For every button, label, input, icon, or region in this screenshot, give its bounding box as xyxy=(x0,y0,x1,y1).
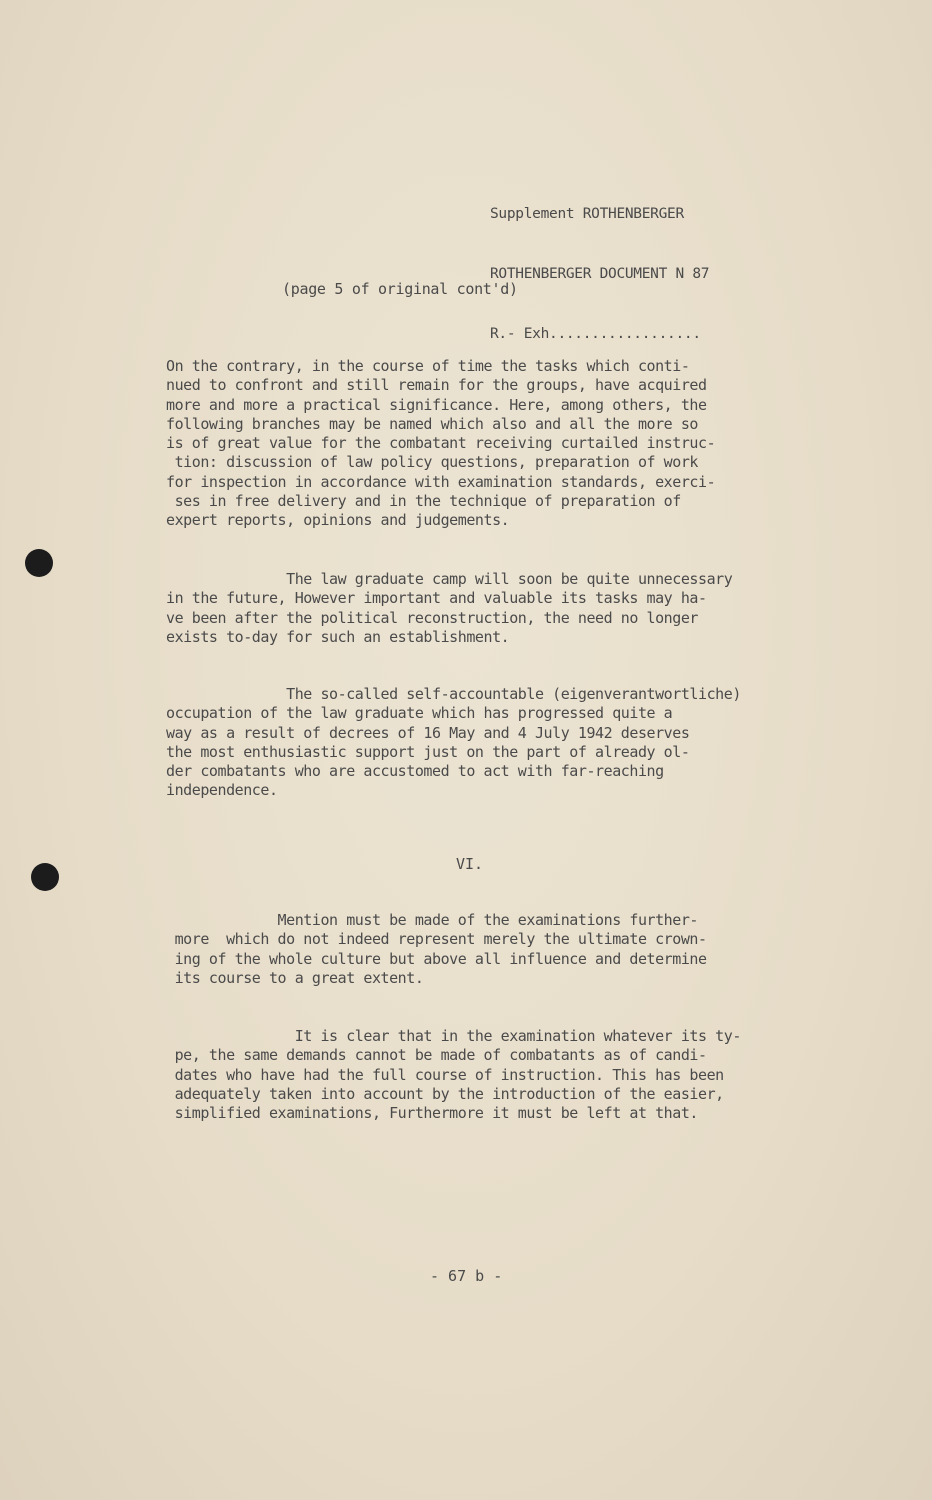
header-document-number-line: ROTHENBERGER DOCUMENT N 87 xyxy=(490,266,710,282)
paragraph-1: On the contrary, in the course of time the tasks which conti- nued to confront and still remain for the groups, have acquired more and more a practical significance. Here, among others, the following branches may be named which also and all the more so is of great value for the combatant receiving curtailed instruc- tion: discussion of law policy questions, preparation of work for inspection in accordance with examination standards, exerci- ses in free delivery and in the technique of preparation of expert reports, opinions and judgements. xyxy=(166,357,716,530)
header-exhibit-line: R.- Exh.................. xyxy=(490,326,701,342)
document-reference-header xyxy=(490,164,709,384)
paragraph-2: The law graduate camp will soon be quite unnecessary in the future, However important and valuable its tasks may ha- ve been after the political reconstruction, the need no longer exists to-day for such an establishment. xyxy=(166,570,733,646)
section-numeral: VI. xyxy=(456,855,484,873)
punch-hole-top xyxy=(25,549,53,577)
paragraph-3: The so-called self-accountable (eigenverantwortliche) occupation of the law graduate which has progressed quite a way as a result of decrees of 16 May and 4 July 1942 deserves the most enthusiastic support just on the part of already ol- der combatants who are accustomed to act with far-reaching independence. xyxy=(166,685,741,800)
paragraph-5: It is clear that in the examination whatever its ty- pe, the same demands cannot be made of combatants as of candi- dates who have had the full course of instruction. This has been adequately taken into account by the introduction of the easier, simplified examinations, Furthermore it must be left at that. xyxy=(174,1027,741,1123)
page-number: - 67 b - xyxy=(430,1267,503,1285)
paragraph-4: Mention must be made of the examinations further- more which do not indeed represent merely the ultimate crown- ing of the whole culture but above all influence and determine its course to a great extent. xyxy=(174,911,707,987)
punch-hole-bottom xyxy=(31,863,59,891)
page-continuation-note: (page 5 of original cont'd) xyxy=(282,280,518,298)
header-supplement-line: Supplement ROTHENBERGER xyxy=(490,206,684,222)
